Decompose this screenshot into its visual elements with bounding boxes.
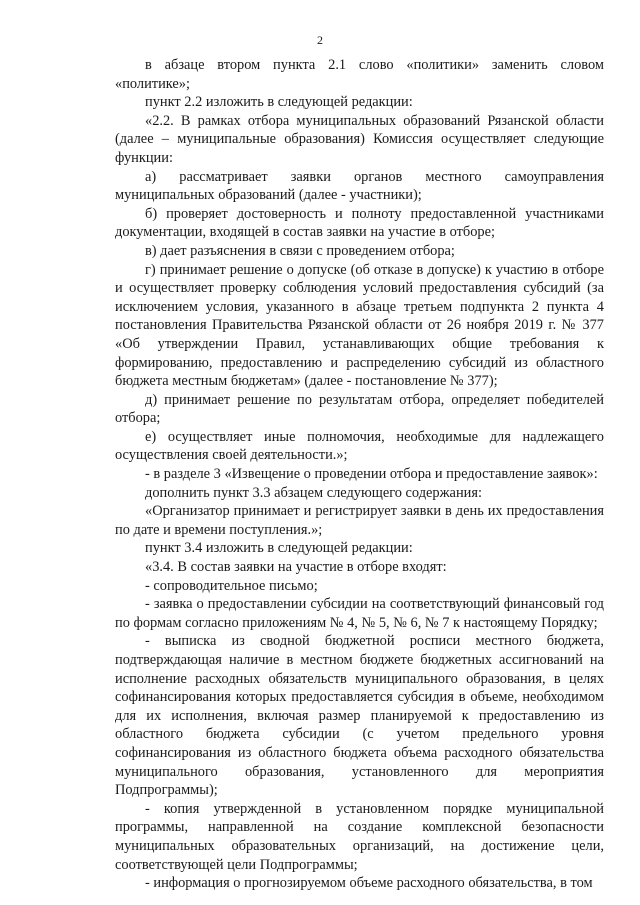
- paragraph-3-3-text: «Организатор принимает и регистрирует заявки в день их предоставления по дате и времени поступления.»;: [115, 503, 604, 538]
- paragraph-function-a: а) рассматривает заявки органов местного самоуправления муниципальных образований (далее - участники);: [115, 168, 604, 204]
- document-body: [115, 56, 604, 893]
- list-item-program-copy: - копия утвержденной в установленном порядке муниципальной программы, направленной на создание комплексной безопасности муниципальных образовательных организаций, на достижение цели, соответствующей цели Подпрограммы;: [115, 800, 604, 873]
- paragraph-2-1-amendment: в абзаце втором пункта 2.1 слово «политики» заменить словом «политике»;: [115, 57, 604, 92]
- list-item-application: - заявка о предоставлении субсидии на соответствующий финансовый год по формам согласно приложениям № 4, № 5, № 6, № 7 к настоящему Порядку;: [115, 596, 604, 631]
- paragraph-function-b: б) проверяет достоверность и полноту предоставленной участниками документации, входящей в состав заявки на участие в отборе;: [115, 205, 604, 241]
- paragraph-2-2-text: «2.2. В рамках отбора муниципальных образований Рязанской области (далее – муниципальные образования) Комиссия осуществляет следующие функции:: [115, 112, 604, 166]
- paragraph-2-2-intro: пункт 2.2 изложить в следующей редакции:: [145, 94, 413, 111]
- paragraph-function-g: г) принимает решение о допуске (об отказе в допуске) к участию в отборе и осуществляет проверку соблюдения условий предоставления субсидий (за исключением условия, указанного в абзаце третьем подпункта 2 пункта 4 постановления Правительства Рязанской области от 26 ноября 2019 г. № 377 «Об утверждении Правил, устанавливающих общие требования к формированию, предоставлению и распределению субсидий из областного бюджета местным бюджетам» (далее - постановление № 377);: [115, 261, 604, 390]
- paragraph-function-e: е) осуществляет иные полномочия, необходимые для надлежащего осуществления своей деятельности.»;: [115, 428, 604, 464]
- paragraph-3-3-intro: дополнить пункт 3.3 абзацем следующего содержания:: [145, 484, 482, 501]
- list-item-budget-extract: - выписка из сводной бюджетной росписи местного бюджета, подтверждающая наличие в местном бюджете бюджетных ассигнований на исполнение расходных обязательств муниципального образования, в целях софинансирования которых предоставляется субсидия в объеме, необходимом для их исполнения, включая размер планируемой к предоставлению из областного бюджета субсидии (с учетом предельного уровня софинансирования из областного бюджета объема расходного обязательства муниципального образования, установленного для мероприятия Подпрограммы);: [115, 633, 604, 799]
- paragraph-function-v: в) дает разъяснения в связи с проведением отбора;: [145, 242, 455, 259]
- paragraph-function-d: д) принимает решение по результатам отбора, определяет победителей отбора;: [115, 391, 604, 427]
- paragraph-3-4-intro: пункт 3.4 изложить в следующей редакции:: [145, 540, 413, 557]
- list-item-cover-letter: - сопроводительное письмо;: [145, 577, 318, 594]
- list-item-expense-info: - информация о прогнозируемом объеме расходного обязательства, в том: [145, 875, 593, 892]
- paragraph-3-4-text: «3.4. В состав заявки на участие в отборе входят:: [145, 559, 447, 576]
- paragraph-section-3: - в разделе 3 «Извещение о проведении отбора и предоставление заявок»:: [145, 466, 598, 483]
- page-number: 2: [317, 33, 323, 47]
